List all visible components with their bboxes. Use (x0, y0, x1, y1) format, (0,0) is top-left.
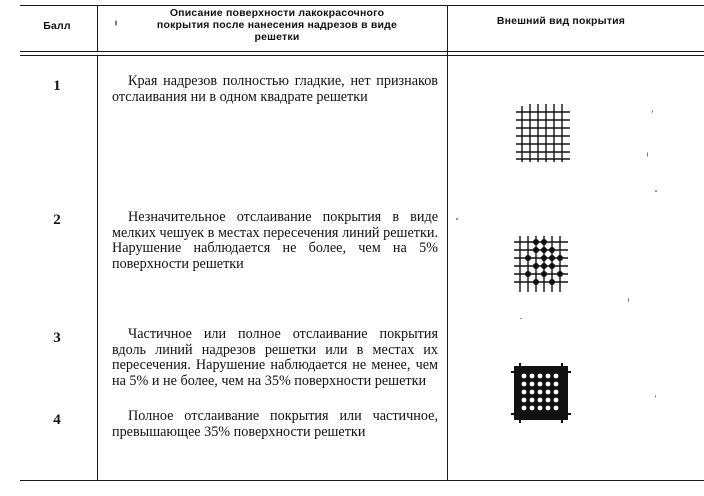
scan-speck (655, 395, 656, 398)
dotted-grid-lines (514, 236, 568, 292)
row-4-description (112, 409, 438, 440)
scan-speck (655, 190, 657, 192)
column-divider-1 (97, 6, 98, 51)
heavy-grid-icon (510, 362, 572, 424)
row-3-description-text: Частичное или полное отслаивание покрытия вдоль линий надрезов решетки или в местах их пересечения. Нарушение наблюдается не менее, чем на 5% и не более, чем на 35% поверхности решетки (112, 326, 438, 389)
row-1-description-text: Края надрезов полностью гладкие, нет признаков отслаивания ни в одном квадрате решетки (112, 73, 438, 105)
scan-speck (647, 152, 648, 157)
row-3-score: 3 (53, 330, 61, 346)
scan-speck (520, 318, 522, 319)
row-4-score: 4 (53, 412, 61, 428)
scan-speck (628, 298, 629, 302)
header-double-rule-1 (20, 51, 704, 52)
clean-grid-lines (516, 104, 570, 162)
dotted-grid-icon (512, 234, 572, 294)
clean-grid-icon (512, 104, 572, 164)
bottom-rule (20, 480, 704, 481)
header-score: Балл (43, 20, 71, 32)
scan-speck (456, 218, 458, 220)
scan-speck (652, 110, 653, 113)
header-description: Описание поверхности лакокрасочного покрытия после нанесения надрезов в виде решетки (156, 7, 398, 43)
header-appearance: Внешний вид покрытия (496, 15, 626, 27)
column-divider-1-body (97, 56, 98, 480)
column-divider-2 (447, 6, 448, 480)
row-2-description-text: Незначительное отслаивание покрытия в виде мелких чешуек в местах пересечения линий решетки. Нарушение наблюдается не более, чем на 5% поверхности решетки (112, 209, 438, 272)
row-1-score: 1 (53, 78, 61, 94)
row-4-description-text: Полное отслаивание покрытия или частичное, превышающее 35% поверхности решетки (112, 408, 438, 440)
header-double-rule-2 (20, 55, 704, 56)
row-2-description (112, 210, 438, 272)
scan-speck (115, 20, 117, 26)
row-2-score: 2 (53, 212, 61, 228)
top-rule (20, 5, 704, 6)
row-1-description (112, 74, 438, 105)
row-3-description (112, 327, 438, 389)
